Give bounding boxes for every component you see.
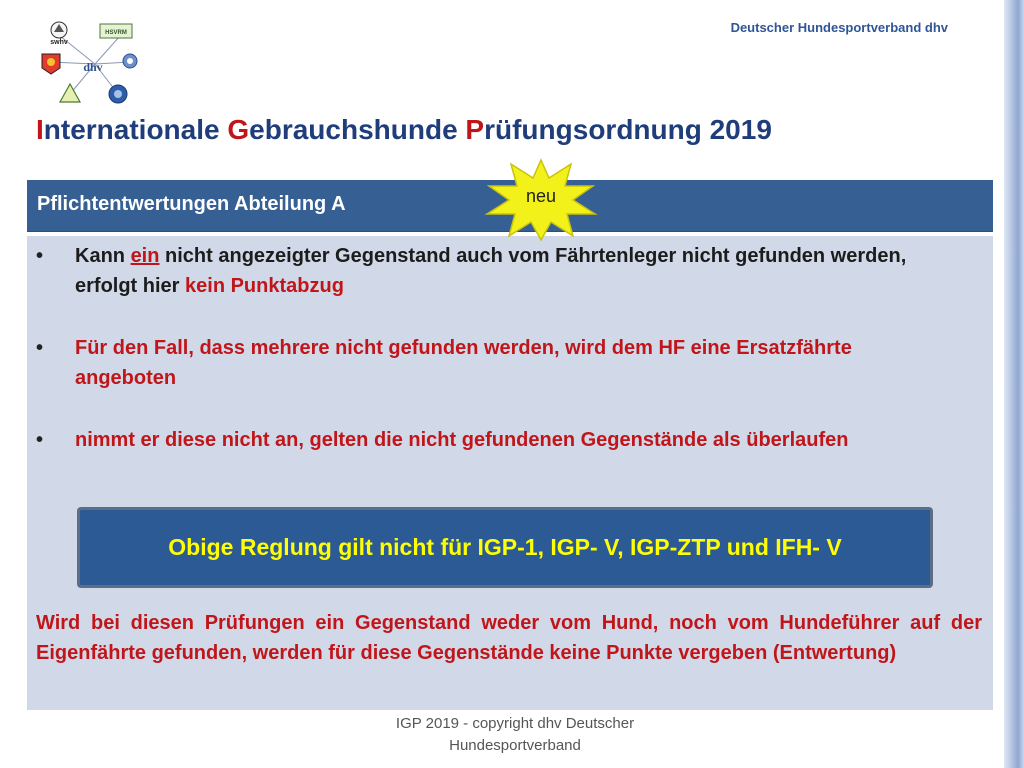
new-badge-label: neu xyxy=(525,186,557,206)
decorative-right-bar xyxy=(1004,0,1024,768)
logo-triangle xyxy=(60,84,80,102)
section-heading: Pflichtentwertungen Abteilung A xyxy=(37,193,346,215)
bullet-1-emphasis: ein xyxy=(130,245,160,267)
bullet-2-text: Für den Fall, dass mehrere nicht gefunden werden, wird dem HF eine Ersatzfährte angeboten xyxy=(75,337,852,389)
logo-dog-emblem xyxy=(42,54,60,74)
logo-swhv xyxy=(50,22,68,46)
title-initial-i: I xyxy=(36,114,44,145)
title-part-4: ebrauchshunde xyxy=(249,114,466,145)
bullet-dot: • xyxy=(36,337,44,359)
logo-hsvrm-text: HSVRM xyxy=(105,30,127,36)
bullet-3-text: nimmt er diese nicht an, gelten die nicht gefundenen Gegenstände als überlaufen xyxy=(75,429,849,451)
logo-hsvrm xyxy=(100,24,132,38)
logo-swhv-text: swhv xyxy=(50,39,68,46)
list-item xyxy=(36,333,936,393)
devaluation-note: Wird bei diesen Prüfungen ein Gegenstand weder vom Hund, noch vom Hundeführer auf der Eigenfährte gefunden, werden für diese Gegenstände keine Punkte vergeben (Entwertung) xyxy=(36,612,982,664)
logo-round-badge-right xyxy=(123,54,137,68)
list-item xyxy=(36,241,936,301)
org-name: Deutscher Hundesportverband dhv xyxy=(730,20,948,35)
rules-list xyxy=(36,241,936,455)
exception-callout xyxy=(77,507,933,588)
bullet-dot: • xyxy=(36,245,44,267)
bullet-1-text-start: Kann xyxy=(75,245,131,267)
bullet-1-text-end: kein Punktabzug xyxy=(185,275,344,297)
bullet-1-text-middle: nicht angezeigter Gegenstand auch vom Fährtenleger nicht gefunden werden, erfolgt hier xyxy=(75,245,907,297)
page-title xyxy=(36,114,772,146)
logo-dhv xyxy=(83,60,102,74)
federation-logos xyxy=(30,14,160,110)
title-initial-g: G xyxy=(227,114,250,145)
callout-text: Obige Reglung gilt nicht für IGP-1, IGP- V, IGP-ZTP und IFH- V xyxy=(168,534,842,560)
footer-line-1: IGP 2019 - copyright dhv Deutscher xyxy=(395,715,635,732)
title-part-6: rüfungsordnung 2019 xyxy=(484,114,772,145)
footer-copyright xyxy=(370,713,660,757)
bullet-dot: • xyxy=(36,429,44,451)
logo-blue-seal xyxy=(109,85,127,103)
list-item xyxy=(36,425,936,455)
footer-line-2: Hundesportverband xyxy=(449,737,581,754)
title-part-2: nternationale xyxy=(43,114,228,145)
logo-dhv-text: dhv xyxy=(83,60,103,74)
title-initial-p: P xyxy=(465,114,485,145)
